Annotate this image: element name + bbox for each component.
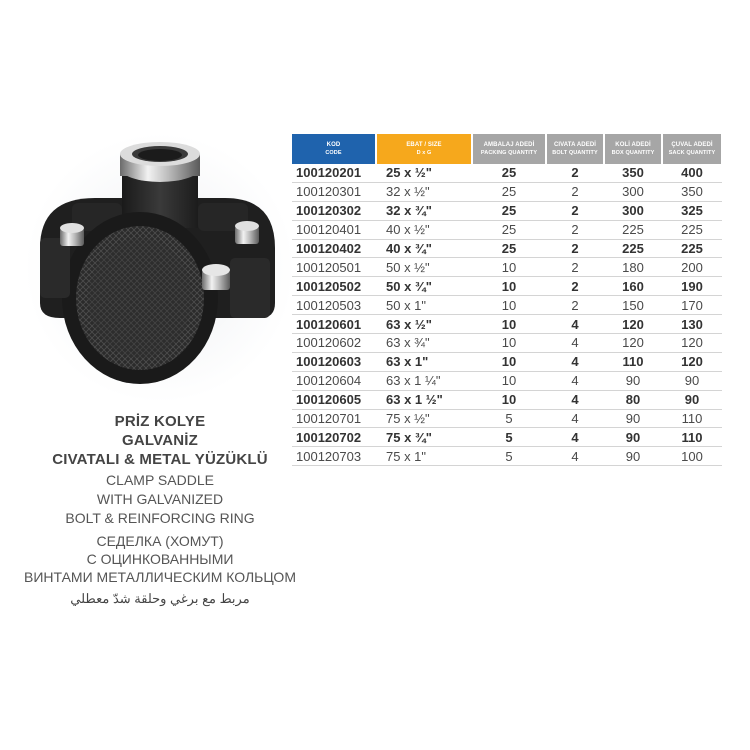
cell-sack-quantity: 325 [662,201,722,220]
cell-packing-quantity: 10 [472,315,546,334]
title-en-line-1: CLAMP SADDLE [106,472,214,488]
cell-box-quantity: 90 [604,447,662,466]
header-box-quantity: KOLİ ADEDİ BOX QUANTITY [604,134,662,164]
cell-code: 100120603 [292,352,376,371]
cell-size: 75 x ½" [376,409,472,428]
cell-packing-quantity: 25 [472,182,546,201]
cell-box-quantity: 350 [604,164,662,182]
cell-code: 100120301 [292,182,376,201]
cell-size: 75 x 1" [376,447,472,466]
title-ru-line-2: С ОЦИНКОВАННЫМИ [86,551,234,567]
cell-bolt-quantity: 2 [546,220,604,239]
cell-code: 100120201 [292,164,376,182]
product-title-ar: مربط مع برغي وحلقة شدّ معطلي [70,591,250,606]
cell-code: 100120604 [292,371,376,390]
header-size: EBAT / SIZE D x G [376,134,472,164]
cell-bolt-quantity: 4 [546,315,604,334]
cell-bolt-quantity: 2 [546,164,604,182]
cell-size: 25 x ½" [376,164,472,182]
table-row [292,428,722,447]
cell-packing-quantity: 10 [472,277,546,296]
header-packing-quantity: AMBALAJ ADEDİ PACKING QUANTITY [472,134,546,164]
title-ru-line-1: СЕДЕЛКА (ХОМУТ) [96,533,224,549]
title-tr-line-2: GALVANİZ [121,432,199,449]
cell-code: 100120702 [292,428,376,447]
cell-size: 63 x 1 ¼" [376,371,472,390]
cell-box-quantity: 225 [604,220,662,239]
cell-sack-quantity: 100 [662,447,722,466]
cell-packing-quantity: 10 [472,371,546,390]
cell-box-quantity: 110 [604,352,662,371]
table-row [292,447,722,466]
header-code: KOD CODE [292,134,376,164]
cell-code: 100120605 [292,390,376,409]
cell-packing-quantity: 10 [472,352,546,371]
table-row [292,334,722,353]
title-en-line-2: WITH GALVANIZED [96,491,224,507]
product-title-ru [20,532,300,586]
cell-sack-quantity: 170 [662,296,722,315]
cell-sack-quantity: 200 [662,258,722,277]
cell-sack-quantity: 90 [662,371,722,390]
title-ru-line-3: ВИНТАМИ МЕТАЛЛИЧЕСКИМ КОЛЬЦОМ [24,569,296,585]
cell-sack-quantity: 110 [662,428,722,447]
table-row [292,352,722,371]
cell-size: 50 x 1" [376,296,472,315]
cell-bolt-quantity: 4 [546,352,604,371]
cell-box-quantity: 300 [604,201,662,220]
cell-box-quantity: 225 [604,239,662,258]
cell-bolt-quantity: 4 [546,390,604,409]
cell-code: 100120502 [292,277,376,296]
table-row [292,239,722,258]
cell-code: 100120402 [292,239,376,258]
header-bolt-quantity: CIVATA ADEDİ BOLT QUANTITY [546,134,604,164]
cell-size: 50 x ½" [376,258,472,277]
table-row [292,390,722,409]
cell-sack-quantity: 130 [662,315,722,334]
cell-packing-quantity: 10 [472,258,546,277]
cell-box-quantity: 300 [604,182,662,201]
header-sack-quantity: ÇUVAL ADEDİ SACK QUANTITY [662,134,722,164]
cell-size: 40 x ½" [376,220,472,239]
cell-box-quantity: 150 [604,296,662,315]
cell-code: 100120503 [292,296,376,315]
cell-code: 100120602 [292,334,376,353]
cell-size: 63 x ¾" [376,334,472,353]
table-row [292,164,722,182]
cell-packing-quantity: 5 [472,409,546,428]
cell-packing-quantity: 10 [472,390,546,409]
cell-size: 63 x ½" [376,315,472,334]
cell-packing-quantity: 5 [472,428,546,447]
cell-bolt-quantity: 2 [546,239,604,258]
cell-bolt-quantity: 2 [546,296,604,315]
cell-bolt-quantity: 2 [546,201,604,220]
cell-size: 63 x 1" [376,352,472,371]
cell-sack-quantity: 90 [662,390,722,409]
product-title-tr [20,412,300,469]
cell-box-quantity: 120 [604,315,662,334]
cell-bolt-quantity: 2 [546,258,604,277]
cell-sack-quantity: 400 [662,164,722,182]
cell-sack-quantity: 190 [662,277,722,296]
cell-box-quantity: 160 [604,277,662,296]
cell-size: 32 x ½" [376,182,472,201]
cell-sack-quantity: 110 [662,409,722,428]
table-row [292,220,722,239]
table-row [292,315,722,334]
table-header-row [292,134,722,164]
product-captions [20,412,300,608]
cell-bolt-quantity: 4 [546,409,604,428]
cell-bolt-quantity: 4 [546,371,604,390]
cell-box-quantity: 90 [604,428,662,447]
title-tr-line-3: CIVATALI & METAL YÜZÜKLÜ [52,451,268,468]
cell-packing-quantity: 10 [472,334,546,353]
cell-packing-quantity: 5 [472,447,546,466]
cell-code: 100120601 [292,315,376,334]
cell-sack-quantity: 225 [662,220,722,239]
cell-bolt-quantity: 4 [546,334,604,353]
cell-packing-quantity: 25 [472,201,546,220]
table-row [292,182,722,201]
table-row [292,258,722,277]
cell-size: 40 x ¾" [376,239,472,258]
cell-box-quantity: 120 [604,334,662,353]
cell-size: 63 x 1 ½" [376,390,472,409]
cell-packing-quantity: 25 [472,239,546,258]
cell-code: 100120703 [292,447,376,466]
title-tr-line-1: PRİZ KOLYE [114,413,206,430]
cell-bolt-quantity: 4 [546,447,604,466]
cell-sack-quantity: 120 [662,352,722,371]
table-row [292,409,722,428]
cell-size: 50 x ¾" [376,277,472,296]
table-body [292,164,722,466]
clamp-saddle-illustration-icon [20,128,300,408]
cell-packing-quantity: 25 [472,220,546,239]
cell-size: 75 x ¾" [376,428,472,447]
cell-box-quantity: 90 [604,371,662,390]
product-image [20,128,300,408]
title-en-line-3: BOLT & REINFORCING RING [65,510,255,526]
cell-packing-quantity: 25 [472,164,546,182]
cell-sack-quantity: 225 [662,239,722,258]
cell-box-quantity: 80 [604,390,662,409]
table-row [292,201,722,220]
cell-bolt-quantity: 4 [546,428,604,447]
cell-code: 100120501 [292,258,376,277]
cell-code: 100120302 [292,201,376,220]
product-title-en [20,471,300,528]
cell-box-quantity: 180 [604,258,662,277]
cell-bolt-quantity: 2 [546,182,604,201]
table-row [292,296,722,315]
cell-sack-quantity: 120 [662,334,722,353]
cell-bolt-quantity: 2 [546,277,604,296]
cell-size: 32 x ¾" [376,201,472,220]
cell-code: 100120401 [292,220,376,239]
cell-box-quantity: 90 [604,409,662,428]
cell-code: 100120701 [292,409,376,428]
table-row [292,277,722,296]
cell-sack-quantity: 350 [662,182,722,201]
spec-table [292,134,723,466]
table-row [292,371,722,390]
cell-packing-quantity: 10 [472,296,546,315]
